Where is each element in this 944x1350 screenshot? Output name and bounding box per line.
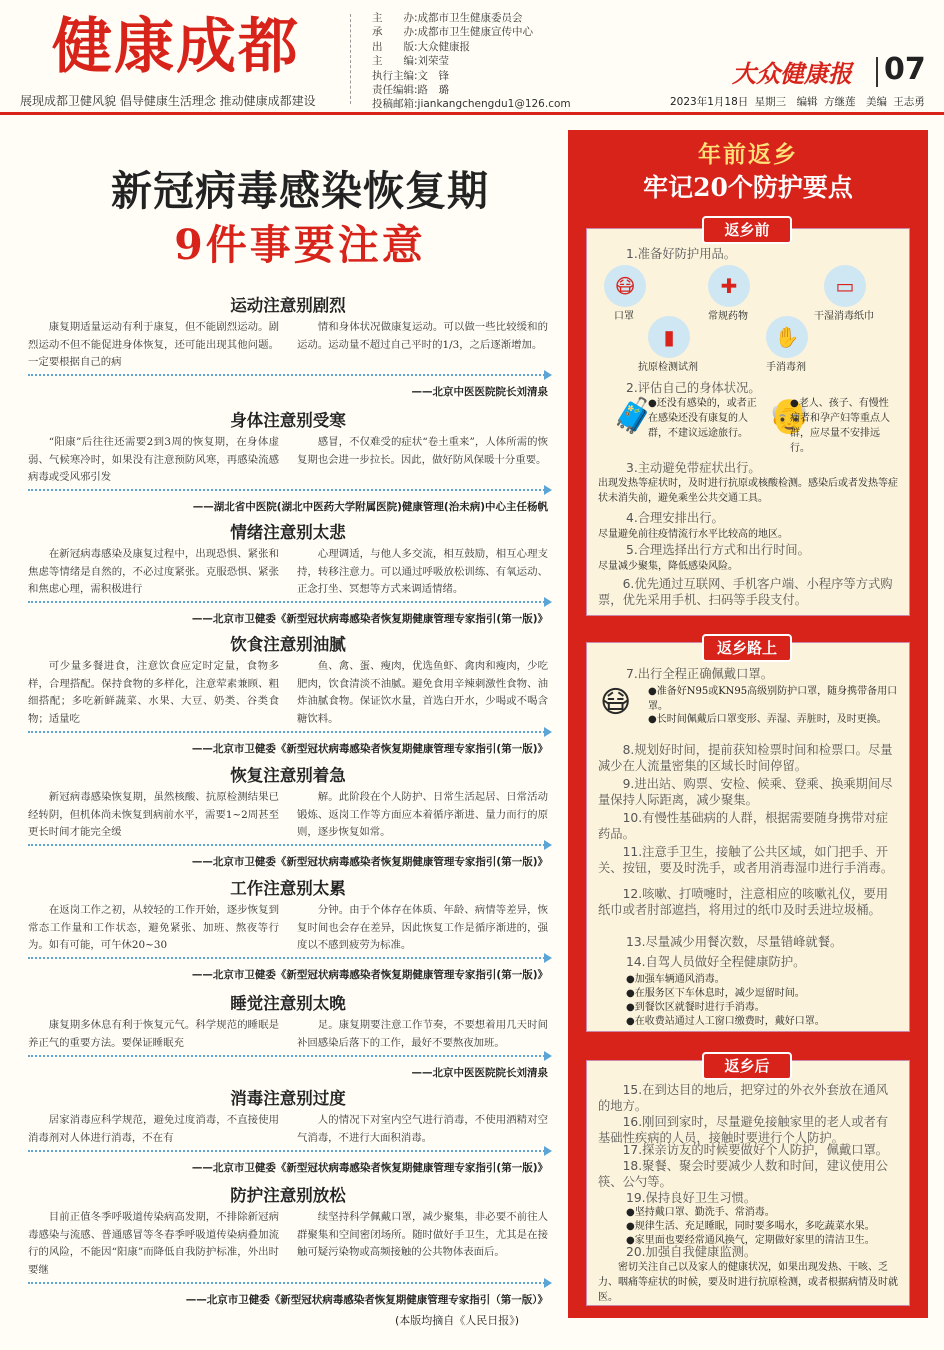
- source: ——北京市卫健委《新型冠状病毒感染者恢复期健康管理专家指引(第一版)》: [191, 969, 548, 981]
- body-text: “阳康”后往往还需要2到3周的恢复期，在身体虚弱、气候寒冷时，如果没有注意预防风寒，再感染流感病毒或受风邪引发: [28, 436, 279, 483]
- point: 12.咳嗽、打喷嚏时，注意相应的咳嗽礼仪，要用纸巾或者肘部遮挡，将用过的纸巾及时丢进垃圾桶。: [598, 887, 889, 917]
- sub-text: ●准备好N95或KN95高级别防护口罩，随身携带备用口罩。: [648, 686, 898, 712]
- body-text: 续坚持科学佩戴口罩，减少聚集，非必要不前往人群聚集和空间密闭场所。随时做好手卫生，尤其是在接触可疑污染物或高频接触的公共物体表面后。: [297, 1211, 548, 1258]
- newspaper-logo: 大众健康报: [732, 59, 852, 88]
- top-rule: [0, 112, 944, 115]
- traveler-icon: 🧳: [612, 396, 655, 436]
- item-caption: 干湿消毒纸巾: [814, 311, 874, 322]
- body-text: 目前正值冬季呼吸道传染病高发期，不排除新冠病毒感染与流感、普通感冒等冬春季呼吸道传染病叠加流行的风险，不能因“阳康”而降低自我防护标准，外出时要继: [28, 1211, 279, 1276]
- box-subtitle: 牢记20个防护要点: [643, 173, 853, 202]
- issue-info: 2023年1月18日 星期三 编辑 方继莲 美编 王志勇: [670, 96, 925, 108]
- point: 19.保持良好卫生习惯。: [626, 1191, 757, 1205]
- source: ——北京市卫健委《新型冠状病毒感染者恢复期健康管理专家指引(第一版)》: [191, 613, 548, 625]
- point: 2.评估自己的身体状况。: [626, 381, 761, 395]
- elderly-icon: 👴: [768, 396, 811, 436]
- sub-text: ●加强车辆通风消毒。: [626, 974, 725, 985]
- arrow-divider: [28, 374, 548, 382]
- sub-text: ●在收费站通过人工窗口缴费时，戴好口罩。: [626, 1016, 825, 1027]
- point: 14.自驾人员做好全程健康防护。: [626, 955, 806, 969]
- sub-text: ●长时间佩戴后口罩变形、弄湿、弄脏时，及时更换。: [648, 714, 887, 725]
- article-section: [28, 875, 548, 982]
- credit-line: 责任编辑:路 璐: [372, 84, 450, 97]
- point: 4.合理安排出行。: [626, 511, 724, 525]
- stage-tag: 返乡前: [702, 216, 792, 244]
- mask-icon: 😷: [600, 685, 632, 720]
- article-section: [28, 762, 548, 869]
- body-text: 鱼、禽、蛋、瘦肉，优选鱼虾、禽肉和瘦肉，少吃肥肉，饮食清淡不油腻。避免食用辛辣刺激性食物、油炸油腻食物。保证饮水量，首选白开水，少喝或不喝含糖饮料。: [297, 660, 548, 725]
- credit-line: 主 编:刘荣莹: [372, 55, 450, 68]
- sub-text: ●规律生活、充足睡眠，同时要多喝水，多吃蔬菜水果。: [626, 1221, 875, 1232]
- credit-line: 执行主编:文 锋: [372, 69, 450, 82]
- body-text: 康复期适量运动有利于康复，但不能剧烈运动。剧烈运动不但不能促进身体恢复，还可能出现其他问题。一定要根据自己的病: [28, 321, 279, 368]
- article-section: [28, 631, 548, 756]
- item-caption: 抗原检测试剂: [638, 362, 698, 373]
- source: ——北京中医医院院长刘清泉: [411, 386, 548, 398]
- credit-line: 承 办:成都市卫生健康宣传中心: [372, 26, 534, 39]
- point: 15.在到达目的地后，把穿过的外衣外套放在通风的地方。: [598, 1083, 889, 1113]
- sub-text: ●家里面也要经常通风换气，定期做好家里的清洁卫生。: [626, 1235, 875, 1246]
- wipes-icon: ▭: [824, 265, 866, 307]
- body-text: 康复期多休息有利于恢复元气。科学规范的睡眠是养正气的重要方法。要保证睡眠充: [28, 1019, 279, 1049]
- body-text: 新冠病毒感染恢复期，虽然核酸、抗原检测结果已经转阴，但机体尚未恢复到病前水平，需要1~2周甚至更长时间才能完全缓: [28, 791, 279, 838]
- box-title: 年前返乡: [698, 141, 798, 168]
- section-title: 身体注意别受寒: [230, 411, 346, 430]
- subheadline: 9件事要注意: [174, 221, 426, 269]
- body-text: 居家消毒应科学规范，避免过度消毒，不直接使用消毒剂对人体进行消毒，不在有: [28, 1114, 279, 1144]
- masthead-slogan: 展现成都卫健风貌 倡导健康生活理念 推动健康成都建设: [20, 94, 316, 108]
- sub-text: ●在服务区下车休息时，减少逗留时间。: [626, 988, 805, 999]
- sub-text: 尽量避免前往疫情流行水平比较高的地区。: [598, 529, 788, 540]
- body-text: 在新冠病毒感染及康复过程中，出现恐惧、紧张和焦虑等情绪是自然的，不必过度紧张。克服恐惧、紧张和焦虑心理，需积极进行: [28, 548, 279, 595]
- point: 3.主动避免带症状出行。: [626, 461, 761, 475]
- point: 9.进出站、购票、安检、候乘、登乘、换乘期间尽量保持人际距离，减少聚集。: [598, 777, 893, 807]
- body-text: 在返岗工作之初，从较轻的工作开始，逐步恢复到常态工作量和工作状态，避免紧张、加班、熬夜等行为。如有可能，可午休20~30: [28, 904, 279, 951]
- section-title: 睡觉注意别太晚: [230, 994, 346, 1013]
- stage-tag: 返乡后: [702, 1052, 792, 1080]
- hand-sanitizer-icon: ✋: [766, 316, 808, 358]
- credits: [372, 11, 571, 112]
- mask-icon: 😷: [604, 265, 646, 307]
- sub-text: ●老人、孩子、有慢性病者和孕产妇等重点人群，应尽量不安排远行。: [790, 398, 890, 454]
- section-title: 恢复注意别着急: [230, 766, 346, 785]
- point: 8.规划好时间，提前获知检票时间和检票口。尽量减少在人流量密集的区域长时间停留。: [598, 743, 893, 773]
- medicine-icon: ✚: [708, 265, 750, 307]
- body-text: 感冒，不仅难受的症状“卷土重来”，人体所需的恢复期也会进一步拉长。因此，做好防风保暖十分重要。: [297, 436, 548, 466]
- arrow-divider: [28, 601, 548, 609]
- point: 11.注意手卫生，接触了公共区域，如门把手、开关、按钮，要及时洗手，或者用消毒湿巾进行手消毒。: [598, 845, 894, 875]
- arrow-divider: [28, 1282, 548, 1290]
- point: 13.尽量减少用餐次数，尽量错峰就餐。: [626, 935, 843, 949]
- section-title: 饮食注意别油腻: [230, 635, 346, 654]
- masthead-divider: [350, 14, 351, 104]
- point: 5.合理选择出行方式和出行时间。: [626, 543, 810, 557]
- credit-line: 投稿邮箱:jiankangchengdu1@126.com: [372, 98, 571, 111]
- source: ——北京市卫健委《新型冠状病毒感染者恢复期健康管理专家指引(第一版)》: [191, 1162, 548, 1174]
- article-section: [28, 990, 548, 1080]
- test-kit-icon: ▮: [648, 316, 690, 358]
- page-number: 07: [884, 52, 926, 87]
- body-text: 人的情况下对室内空气进行消毒，不使用酒精对空气消毒，不进行大面积消毒。: [297, 1114, 548, 1144]
- source: ——北京市卫健委《新型冠状病毒感染者恢复期健康管理专家指引（第一版）》: [185, 1294, 548, 1306]
- article-section: [28, 1182, 548, 1307]
- source: ——北京中医医院院长刘清泉: [411, 1067, 548, 1079]
- body-text: 解。此阶段在个人防护、日常生活起居、日常活动锻炼、返岗工作等方面应本着循序渐进、量力而行的原则，逐步恢复如常。: [297, 791, 548, 838]
- sub-text: ●到餐饮区就餐时进行手消毒。: [626, 1002, 765, 1013]
- arrow-divider: [28, 844, 548, 852]
- credit-line: 主 办:成都市卫生健康委员会: [372, 12, 523, 24]
- stage-tag: 返乡路上: [702, 634, 792, 662]
- section-title: 运动注意别剧烈: [230, 296, 346, 315]
- article-section: [28, 407, 548, 514]
- arrow-divider: [28, 1150, 548, 1158]
- article-section: [28, 519, 548, 626]
- point: 18.聚餐、聚会时要减少人数和时间，建议使用公筷、公勺等。: [598, 1159, 889, 1189]
- body-text: 心理调适，与他人多交流，相互鼓励，相互心理支持，转移注意力。可以通过呼吸放松训练、有氧运动、正念打坐、冥想等方式来调适情绪。: [297, 548, 548, 595]
- body-text: 情和身体状况做康复运动。可以做一些比较缓和的运动。运动量不超过自己平时的1/3，之后逐渐增加。: [297, 321, 548, 351]
- section-title: 情绪注意别太悲: [230, 523, 346, 542]
- item-caption: 口罩: [614, 311, 634, 322]
- headline: 新冠病毒感染恢复期: [111, 167, 489, 215]
- body-text: 足。康复期要注意工作节奏，不要想着用几天时间补回感染后落下的工作，最好不要熬夜加班。: [297, 1019, 548, 1049]
- section-title: 消毒注意别过度: [230, 1089, 346, 1108]
- sub-text: 尽量减少聚集，降低感染风险。: [598, 561, 738, 572]
- point: 7.出行全程正确佩戴口罩。: [626, 667, 773, 681]
- source: ——湖北省中医院(湖北中医药大学附属医院)健康管理(治未病)中心主任杨帆: [192, 501, 548, 513]
- point: 17.探亲访友的时候要做好个人防护，佩戴口罩。: [622, 1143, 889, 1157]
- sub-text: ●坚持戴口罩、勤洗手、常消毒。: [626, 1207, 775, 1218]
- article-section: [28, 1085, 548, 1175]
- item-caption: 常规药物: [708, 311, 748, 322]
- masthead-title: 健康成都: [52, 12, 300, 82]
- section-title: 防护注意别放松: [230, 1186, 346, 1205]
- arrow-divider: [28, 1055, 548, 1063]
- credit-line: 出 版:大众健康报: [372, 40, 471, 53]
- point: 10.有慢性基础病的人群，根据需要随身携带对症药品。: [598, 811, 889, 841]
- point: 1.准备好防护用品。: [626, 247, 737, 261]
- item-caption: 手消毒剂: [766, 362, 806, 373]
- section-title: 工作注意别太累: [230, 879, 346, 898]
- arrow-divider: [28, 731, 548, 739]
- sub-text: 密切关注自己以及家人的健康状况，如果出现发热、干咳、乏力、咽痛等症状的时候，要及时进行抗原检测，或者根据病情及时就医。: [598, 1262, 898, 1303]
- point: 20.加强自我健康监测。: [626, 1245, 757, 1259]
- body-text: 分钟。由于个体存在体质、年龄、病情等差异，恢复时间也会存在差异，因此恢复工作是循序渐进的，强度以不感到疲劳为标准。: [297, 904, 548, 951]
- article-section: [28, 292, 548, 399]
- sub-text: ●还没有感染的，或者正在感染还没有康复的人群，不建议远途旅行。: [648, 398, 757, 439]
- point: 16.刚回到家时，尽量避免接触家里的老人或者有基础性疾病的人员，接触时要进行个人防护。: [598, 1115, 889, 1145]
- sub-text: 出现发热等症状时，及时进行抗原或核酸检测。感染后或者发热等症状未消失前，避免乘坐公共交通工具。: [598, 478, 898, 504]
- arrow-divider: [28, 957, 548, 965]
- source: ——北京市卫健委《新型冠状病毒感染者恢复期健康管理专家指引(第一版)》: [191, 743, 548, 755]
- brand-divider: [876, 57, 878, 87]
- arrow-divider: [28, 489, 548, 497]
- body-text: 可少量多餐进食，注意饮食应定时定量，食物多样，合理搭配。保持食物的多样化，注意荤素兼顾、粗细搭配；多吃新鲜蔬菜、水果、大豆、奶类、谷类食物；适量吃: [28, 660, 279, 725]
- point: 6.优先通过互联网、手机客户端、小程序等方式购票，优先采用手机、扫码等手段支付。: [598, 577, 893, 607]
- footer-note: (本版均摘自《人民日报》): [395, 1314, 520, 1327]
- source: ——北京市卫健委《新型冠状病毒感染者恢复期健康管理专家指引(第一版)》: [191, 856, 548, 868]
